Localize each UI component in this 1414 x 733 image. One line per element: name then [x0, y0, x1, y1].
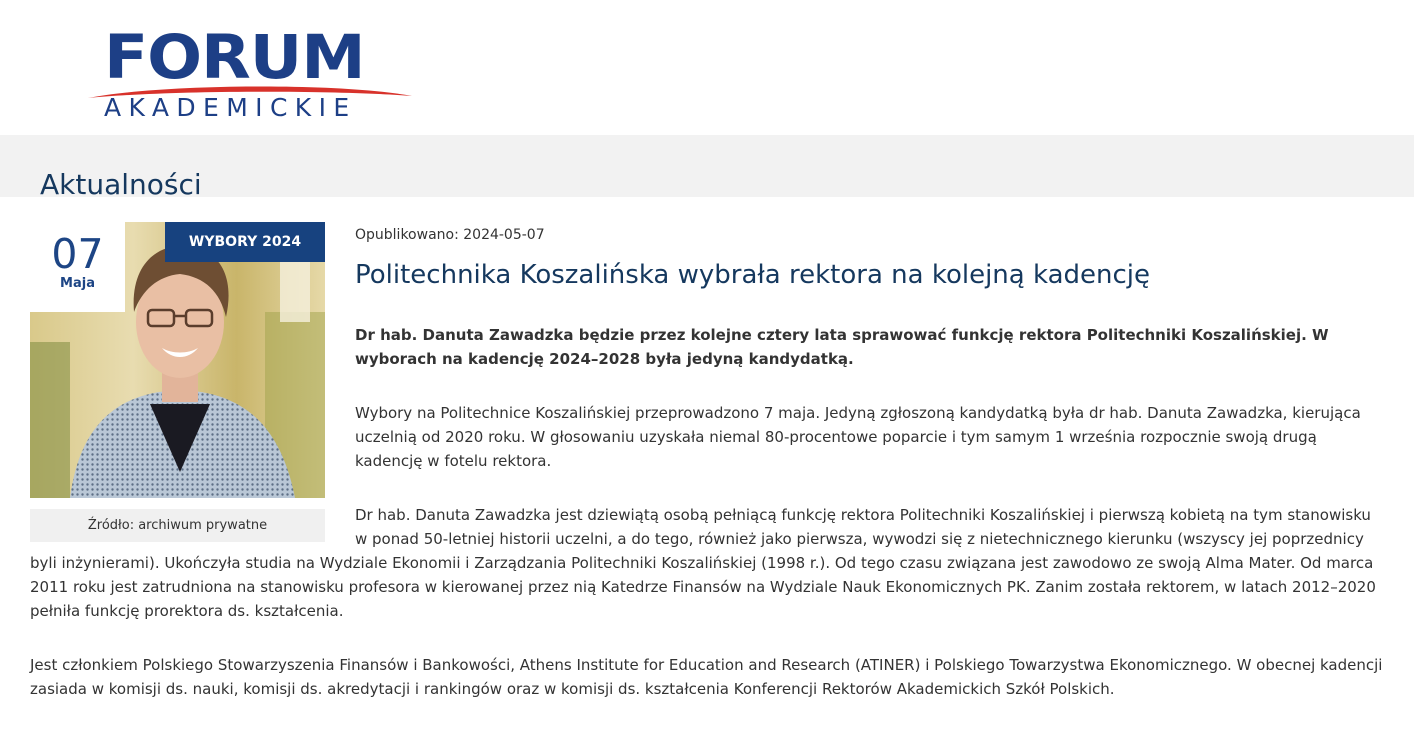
site-header — [0, 0, 1414, 135]
logo-text-forum: FORUM — [104, 22, 365, 93]
section-title: Aktualności — [40, 167, 202, 201]
logo-text-akademickie: AKADEMICKIE — [104, 93, 357, 122]
article-title: Politechnika Koszalińska wybrała rektora na kolejną kadencję — [355, 260, 1151, 290]
date-day: 07 — [51, 230, 104, 278]
date-month: Maja — [60, 276, 95, 291]
date-badge — [30, 222, 125, 312]
photo-caption: Źródło: archiwum prywatne — [30, 509, 325, 542]
article-lead: Dr hab. Danuta Zawadzka będzie przez kolejne cztery lata sprawować funkcję rektora Politechniki Koszalińskiej. W wyborach na kadencję 2024–2028 była jedyną kandydatką. — [355, 326, 1329, 368]
article — [0, 197, 1414, 733]
site-logo[interactable] — [88, 24, 412, 124]
published-date: Opublikowano: 2024-05-07 — [355, 227, 545, 243]
section-bar — [0, 135, 1414, 201]
article-body — [30, 323, 1386, 731]
article-paragraph: Dr hab. Danuta Zawadzka jest dziewiątą osobą pełniącą funkcję rektora Politechniki Koszalińskiej i pierwszą kobietą na tym stanowisku w ponad 50-letniej historii uczelni, a do tego, również jako pierwsza, wywodzi się z nietechnicznego kierunku (wszyscy jej poprzednicy byli inżynierami). Ukończyła studia na Wydziale Ekonomii i Zarządzania Politechniki Koszalińskiej (1998 r.). Od tego czasu związana jest zawodowo ze swoją Alma Mater. Od marca 2011 roku jest zatrudniona na stanowisku profesora w kierowanej przez nią Katedrze Finansów na Wydziale Nauk Ekonomicznych PK. Zanim została rektorem, w latach 2012–2020 pełniła funkcję prorektora ds. kształcenia. — [30, 506, 1376, 620]
category-badge[interactable]: WYBORY 2024 — [165, 222, 325, 262]
figure-spacer — [30, 323, 355, 533]
article-paragraph: Wybory na Politechnice Koszalińskiej przeprowadzono 7 maja. Jedyną zgłoszoną kandydatką była dr hab. Danuta Zawadzka, kierująca uczelnią od 2020 roku. W głosowaniu uzyskała niemal 80-procentowe poparcie i tym samym 1 września rozpocznie swoją drugą kadencję w fotelu rektora. — [355, 404, 1361, 470]
article-paragraph: Jest członkiem Polskiego Stowarzyszenia Finansów i Bankowości, Athens Institute for Education and Research (ATINER) i Polskiego Towarzystwa Ekonomicznego. W obecnej kadencji zasiada w komisji ds. nauki, komisji ds. akredytacji i rankingów oraz w komisji ds. kształcenia Konferencji Rektorów Akademickich Szkół Polskich. — [30, 656, 1383, 698]
